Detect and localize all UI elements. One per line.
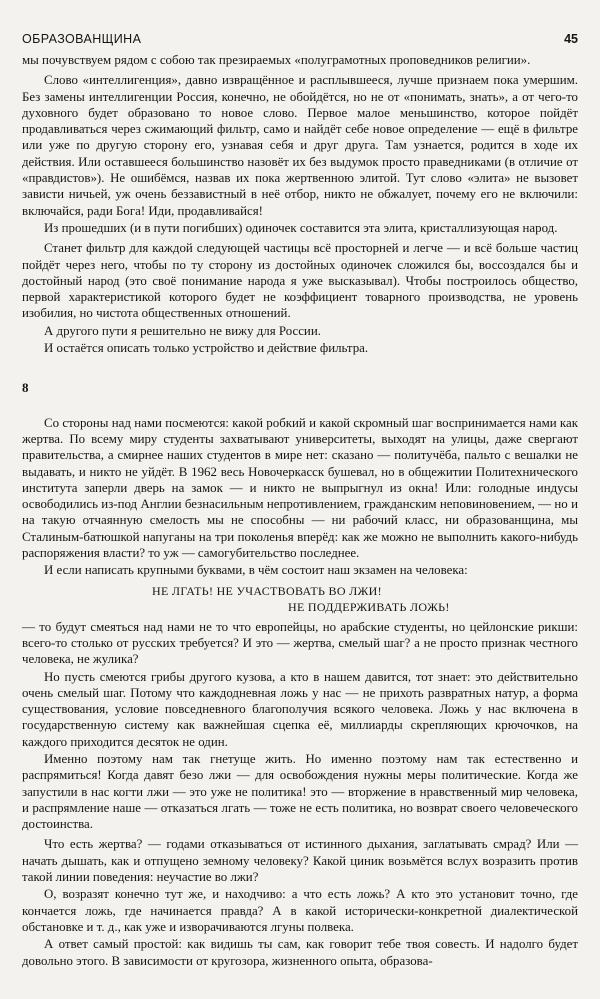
paragraph: мы почувствуем рядом с собою так презираемых «полуграмотных проповедников религии». [22,53,531,67]
running-title: ОБРАЗОВАНЩИНА [22,32,142,46]
motto-line: НЕ ЛГАТЬ! НЕ УЧАСТВОВАТЬ ВО ЛЖИ! [152,583,382,598]
paragraph: Станет фильтр для каждой следующей частицы всё просторней и легче — и всё больше частиц пойдёт через него, чтобы по ту сторону из достойных одиночек сложился бы, воссоздался бы и достойный народ (это своё понимание народа я уже высказывал). Чтобы построилось общество, первой характеристикой которого будет не коэффициент товарного производства, не уровень изобилия, но чистота общественных отношений. [22,241,578,321]
paragraph: А другого пути я решительно не вижу для России. [44,323,321,338]
motto-line: НЕ ПОДДЕРЖИВАТЬ ЛОЖЬ! [288,599,450,614]
paragraph: — то будут смеяться над нами не то что европейцы, но арабские студенты, но цейлонские рикши: всего-то столько от русских требуется? И это — жертва, смелый шаг? а не просто признак честного человека, не жулика? [22,619,578,667]
page-header [22,32,578,46]
paragraph: Именно поэтому нам так гнетуще жить. Но именно поэтому нам так естественно и распрямиться! Когда давят безо лжи — для освобождения нужны меры политические. Когда же запустили в нас когти лжи — это уже не политика! это — вторжение в нравственный мир человека, и распрямление наше — отказаться лгать — тоже не есть политика, но возврат своего человеческого достоинства. [22,751,578,832]
page-number: 45 [564,32,578,46]
paragraph: А ответ самый простой: как видишь ты сам, как говорит тебе твоя совесть. И надолго будет довольно этого. В зависимости от кругозора, жизненного опыта, образова- [22,937,578,968]
paragraph: Что есть жертва? — годами отказываться от истинного дыхания, заглатывать смрад? Или — начать дышать, как и отпущено земному человеку? Какой циник возьмётся вслух возразить против такой линии поведения: неучастие во лжи? [22,837,578,885]
page-body [22,52,578,969]
paragraph: Из прошедших (и в пути погибших) одиночек составится эта элита, кристаллизующая народ. [44,220,558,235]
motto [22,583,578,615]
section-number: 8 [22,380,29,396]
paragraph: О, возразят конечно тут же, и находчиво: а что есть ложь? А кто это установит точно, где кончается ложь, где начинается правда? А в какой исторически-конкретной диалектической обстановке и т. д., как уже и изворачиваются лгуны полвека. [22,887,578,934]
paragraph: И если написать крупными буквами, в чём состоит наш экзамен на человека: [44,563,468,578]
paragraph: И остаётся описать только устройство и действие фильтра. [44,341,369,356]
paragraph: Слово «интеллигенция», давно извращённое и расплывшееся, лучше признаем пока умершим. Без замены интеллигенции Россия, конечно, не обойдётся, но не от «понимать, знать», а от чего-то духовного будет образовано то новое слово. Первое малое меньшинство, которое пойдёт продавливаться через сжимающий фильтр, само и найдёт себе новое определение — ещё в фильтре или уже по другую сторону его, узнавая себя и друг друга. Там узнается, родится в ходе их действия. Или оставшееся большинство назовёт их без выдумок просто праведниками (в отличие от «правдистов»). Не ошибёмся, назвав их пока жертвенною элитой. Тут слово «элита» не вызовет зависти ничьей, уж очень беззавистный в неё отбор, никто не обжалует, почему его не включили: включайся, ради Бога! Иди, продавливайся! [22,73,578,218]
paragraph: Но пусть смеются грибы другого кузова, а кто в нашем давится, тот знает: это действительно очень смелый шаг. Потому что каждодневная ложь у нас — не прихоть развратных натур, а форма существования, условие повседневного благополучия всякого человека. Ложь у нас включена в государственную систему как важнейшая сцепка её, миллиарды скрепляющих крючочков, на каждого приходится десяток не один. [22,669,578,749]
paragraph: Со стороны над нами посмеются: какой робкий и какой скромный шаг воспринимается нами как жертва. По всему миру студенты захватывают университеты, выходят на улицы, даже свергают правительства, а смирнее наших студентов в мире нет: сказано — политучёба, пальто с вешалки не выдавать, и никто не уйдёт. В 1962 весь Новочеркасск бушевал, но в общежитии Политехнического института заперли дверь на замок — и никто не выпрыгнул из окна! Или: голодные индусы освободились из-под Англии безнасильным непротивлением, гражданским неповиновением, — но и на такую отчаянную смелость мы не способны — ни рабочий класс, ни образованщина, мы Сталиным-батюшкой напуганы на три поколенья вперёд: как же можно не выполнить какого-нибудь распоряжения власти? то уж — самогубительство последнее. [22,415,578,561]
